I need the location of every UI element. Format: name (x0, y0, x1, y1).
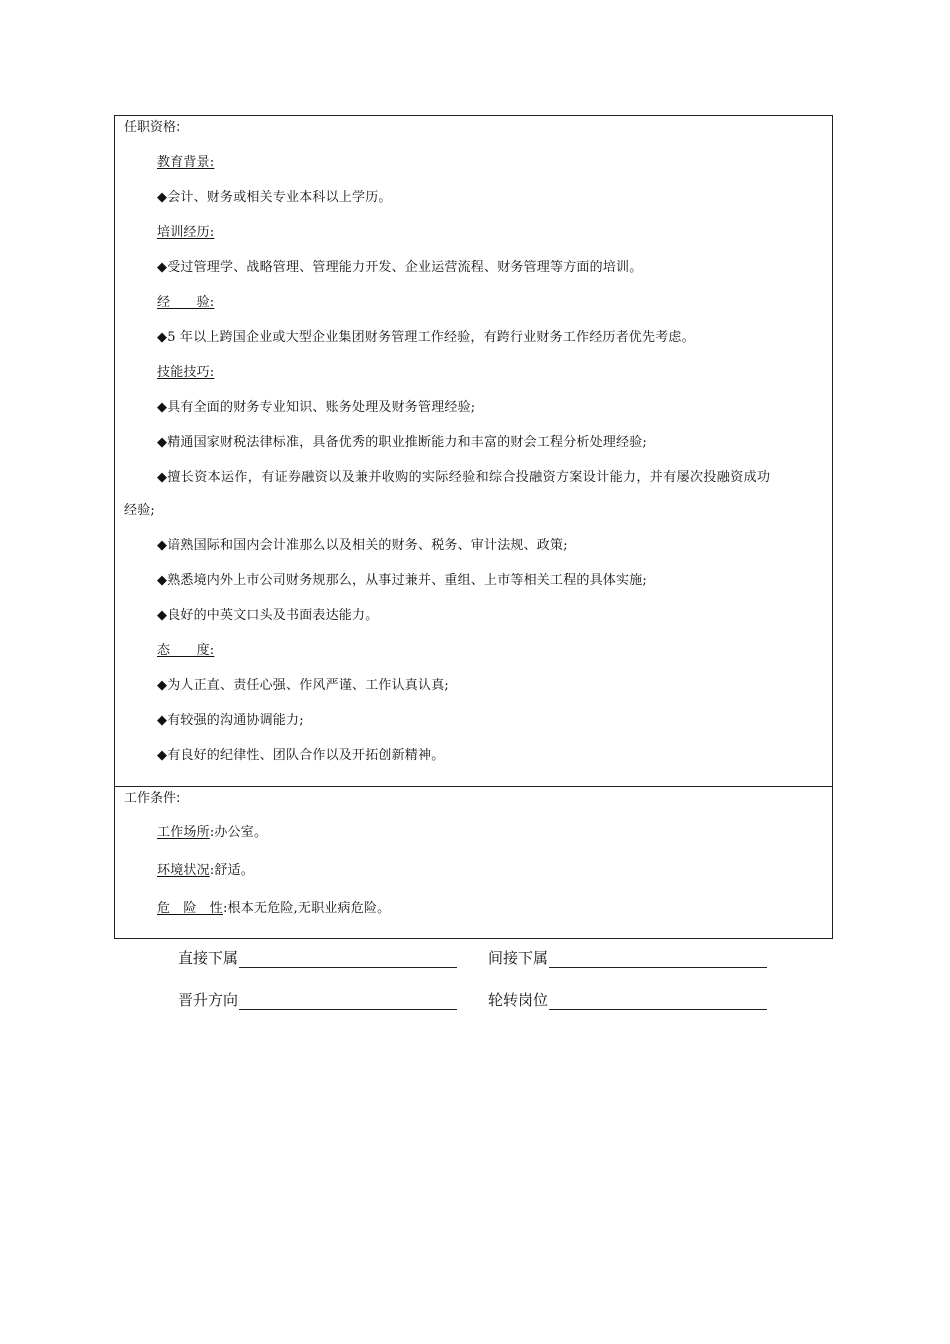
skills-item-continuation: 经验; (124, 503, 155, 518)
attitude-heading: 态 度: (157, 643, 215, 658)
condition-value: :办公室。 (209, 825, 268, 840)
skills-item: ◆精通国家财税法律标准，具备优秀的职业推断能力和丰富的财会工程分析处理经验; (157, 435, 647, 450)
rotation-position-blank[interactable] (549, 993, 767, 1010)
condition-row-environment (157, 862, 254, 880)
indirect-subordinate-label: 间接下属 (488, 949, 549, 967)
training-heading: 培训经历: (157, 225, 215, 240)
work-conditions-section (115, 787, 832, 938)
experience-heading: 经 验: (157, 295, 215, 310)
skills-item: ◆谙熟国际和国内会计准那么以及相关的财务、税务、审计法规、政策; (157, 538, 568, 553)
promotion-direction-label: 晋升方向 (178, 991, 239, 1009)
skills-item: ◆良好的中英文口头及书面表达能力。 (157, 608, 379, 623)
skills-item: ◆熟悉境内外上市公司财务规那么，从事过兼并、重组、上市等相关工程的具体实施; (157, 573, 647, 588)
indirect-subordinate-blank[interactable] (549, 951, 767, 968)
condition-value: :根本无危险,无职业病危险。 (223, 901, 391, 916)
education-item: ◆会计、财务或相关专业本科以上学历。 (157, 190, 392, 205)
direct-subordinate-label: 直接下属 (178, 949, 239, 967)
direct-subordinate-field (178, 948, 457, 968)
experience-item: ◆5 年以上跨国企业或大型企业集团财务管理工作经验，有跨行业财务工作经历者优先考虑。 (157, 330, 695, 345)
condition-label: 危 险 性 (157, 901, 224, 916)
rotation-position-label: 轮转岗位 (488, 991, 549, 1009)
qualifications-section (115, 116, 832, 787)
rotation-position-field (488, 990, 767, 1010)
attitude-item: ◆有良好的纪律性、团队合作以及开拓创新精神。 (157, 748, 445, 763)
condition-label: 环境状况 (157, 863, 210, 878)
qualifications-title: 任职资格: (124, 120, 181, 135)
indirect-subordinate-field (488, 948, 767, 968)
attitude-item: ◆为人正直、责任心强、作风严谨、工作认真认真; (157, 678, 449, 693)
attitude-item: ◆有较强的沟通协调能力; (157, 713, 304, 728)
promotion-direction-field (178, 990, 457, 1010)
condition-row-danger (157, 900, 390, 918)
condition-value: :舒适。 (209, 863, 254, 878)
training-item: ◆受过管理学、战略管理、管理能力开发、企业运营流程、财务管理等方面的培训。 (157, 260, 643, 275)
direct-subordinate-blank[interactable] (239, 951, 457, 968)
skills-item: ◆擅长资本运作，有证券融资以及兼并收购的实际经验和综合投融资方案设计能力，并有屡次投融资成功 (157, 470, 771, 485)
education-heading: 教育背景: (157, 155, 215, 170)
promotion-direction-blank[interactable] (239, 993, 457, 1010)
skills-heading: 技能技巧: (157, 365, 215, 380)
condition-row-workplace (157, 824, 267, 842)
condition-label: 工作场所 (157, 825, 210, 840)
job-description-table (114, 115, 833, 939)
skills-item: ◆具有全面的财务专业知识、账务处理及财务管理经验; (157, 400, 476, 415)
work-conditions-title: 工作条件: (124, 791, 181, 806)
